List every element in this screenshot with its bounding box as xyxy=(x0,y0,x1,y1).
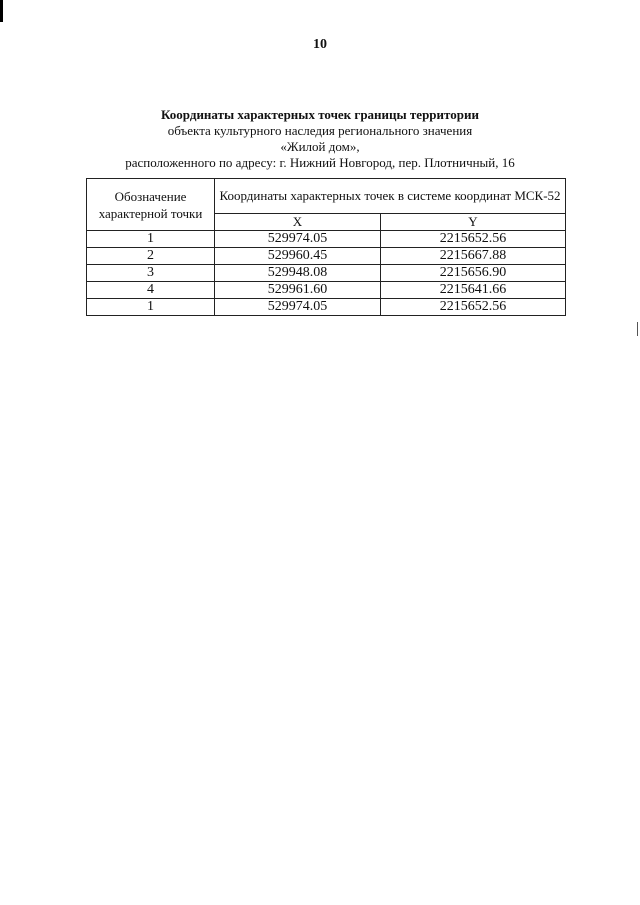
table-row xyxy=(87,231,566,248)
cell-point: 1 xyxy=(87,231,215,248)
table-row xyxy=(87,248,566,265)
scan-edge-mark xyxy=(0,0,3,22)
cell-x: 529961.60 xyxy=(215,282,381,299)
table-row xyxy=(87,299,566,316)
cell-point: 3 xyxy=(87,265,215,282)
scan-edge-dot xyxy=(637,322,638,336)
cell-y: 2215652.56 xyxy=(380,299,565,316)
cell-x: 529948.08 xyxy=(215,265,381,282)
heading-address: расположенного по адресу: г. Нижний Новгород, пер. Плотничный, 16 xyxy=(125,155,515,170)
cell-y: 2215656.90 xyxy=(380,265,565,282)
cell-point: 4 xyxy=(87,282,215,299)
cell-y: 2215641.66 xyxy=(380,282,565,299)
cell-x: 529974.05 xyxy=(215,231,381,248)
cell-x: 529960.45 xyxy=(215,248,381,265)
heading-object-type: объекта культурного наследия регионального значения xyxy=(167,123,473,138)
header-x: X xyxy=(215,214,381,231)
cell-y: 2215667.88 xyxy=(380,248,565,265)
cell-point: 2 xyxy=(87,248,215,265)
header-point-designation: Обозначение характерной точки xyxy=(87,179,215,231)
table-row xyxy=(87,282,566,299)
document-heading xyxy=(0,107,640,171)
table-row xyxy=(87,265,566,282)
cell-point: 1 xyxy=(87,299,215,316)
coordinates-table xyxy=(86,178,566,316)
heading-title: Координаты характерных точек границы территории xyxy=(161,107,479,122)
cell-x: 529974.05 xyxy=(215,299,381,316)
cell-y: 2215652.56 xyxy=(380,231,565,248)
header-coordinates: Координаты характерных точек в системе координат МСК-52 xyxy=(215,179,566,214)
header-y: Y xyxy=(380,214,565,231)
heading-object-name: «Жилой дом», xyxy=(280,139,360,154)
page-number: 10 xyxy=(313,37,327,52)
